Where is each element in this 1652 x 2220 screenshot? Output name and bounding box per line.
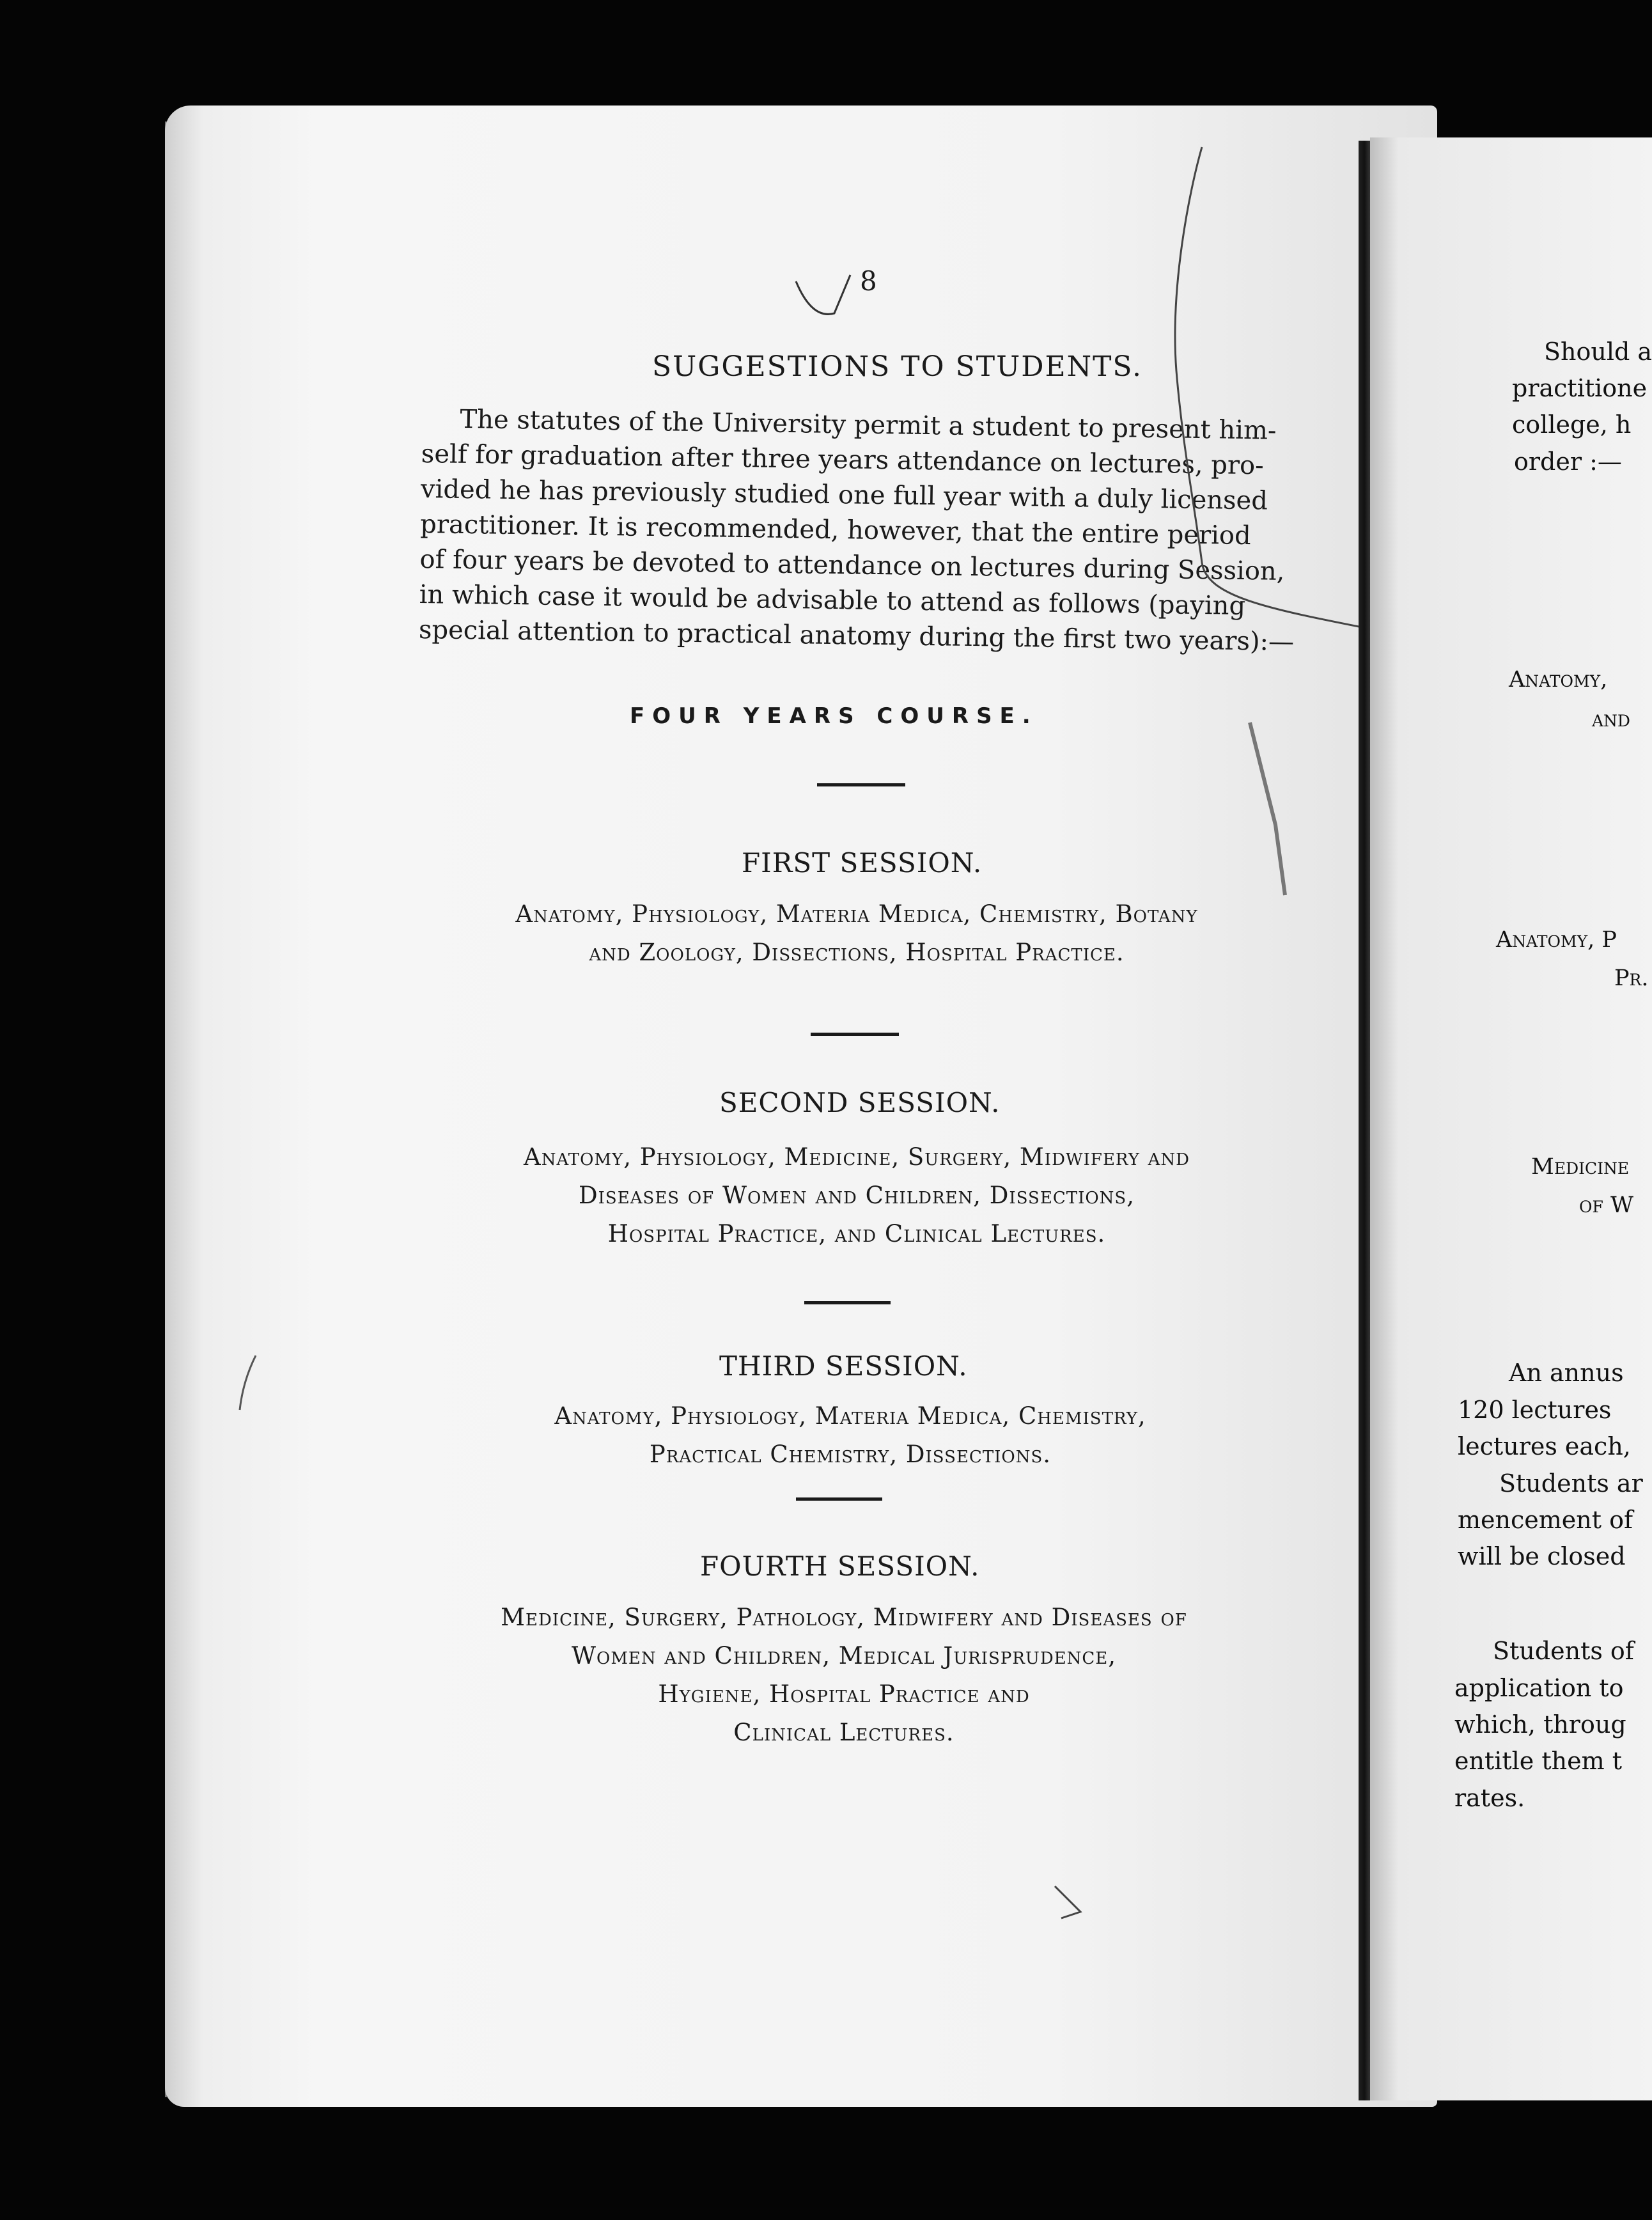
book-gutter — [1359, 141, 1370, 2100]
intro-line: self for graduation after three years attendance on lectures, pro- — [421, 439, 1265, 481]
session-line: Practical Chemistry, Dissections. — [649, 1441, 1052, 1468]
page-heading: SUGGESTIONS TO STUDENTS. — [652, 350, 1142, 383]
session-line: Anatomy, Physiology, Medicine, Surgery, Midwifery and — [523, 1143, 1190, 1171]
right-fragment: entitle them t — [1454, 1747, 1622, 1775]
intro-line: of four years be devoted to attendance on lectures during Session, — [419, 544, 1285, 586]
session-line: Medicine, Surgery, Pathology, Midwifery and Diseases of — [501, 1604, 1187, 1631]
right-fragment: Should a — [1544, 338, 1652, 366]
right-fragment: of W — [1579, 1192, 1633, 1218]
session-line: Hygiene, Hospital Practice and — [658, 1680, 1030, 1708]
right-fragment: rates. — [1454, 1784, 1525, 1812]
right-fragment: 120 lectures — [1458, 1396, 1612, 1424]
session-line: Women and Children, Medical Jurisprudence, — [571, 1642, 1117, 1669]
right-fragment: college, h — [1512, 410, 1632, 439]
session-line: Anatomy, Physiology, Materia Medica, Chemistry, Botany — [515, 900, 1198, 928]
right-fragment: which, throug — [1454, 1710, 1626, 1739]
right-fragment: application to — [1454, 1674, 1624, 1702]
page-number: 8 — [860, 265, 877, 297]
divider-rule — [817, 783, 905, 786]
session-title-second: SECOND SESSION. — [719, 1087, 1001, 1118]
session-line: Diseases of Women and Children, Dissections, — [579, 1182, 1135, 1209]
session-line: Clinical Lectures. — [733, 1719, 955, 1746]
right-fragment: practitione — [1512, 374, 1648, 402]
session-body-first — [409, 895, 1304, 972]
right-fragment: will be closed — [1458, 1542, 1626, 1570]
session-title-first: FIRST SESSION. — [742, 847, 983, 879]
intro-line: in which case it would be advisable to attend as follows (paying — [419, 579, 1246, 621]
right-fragment: Medicine — [1531, 1154, 1630, 1180]
right-fragment: An annus — [1509, 1359, 1624, 1387]
course-title: FOUR YEARS COURSE. — [630, 703, 1038, 729]
session-body-third — [403, 1397, 1298, 1474]
right-fragment: lectures each, — [1458, 1432, 1631, 1460]
divider-rule — [804, 1301, 891, 1304]
session-title-fourth: FOURTH SESSION. — [700, 1551, 980, 1582]
session-body-fourth — [396, 1599, 1291, 1752]
right-fragment: Pr. — [1614, 965, 1649, 991]
intro-line: The statutes of the University permit a student to present him- — [460, 404, 1277, 446]
session-body-second — [409, 1138, 1304, 1253]
session-line: Hospital Practice, and Clinical Lectures. — [607, 1220, 1106, 1247]
right-fragment: Anatomy, — [1509, 667, 1608, 692]
right-fragment: Students ar — [1499, 1469, 1643, 1497]
right-fragment: and — [1592, 707, 1630, 732]
right-fragment: order :— — [1514, 448, 1622, 476]
session-title-third: THIRD SESSION. — [719, 1350, 968, 1382]
session-line: Anatomy, Physiology, Materia Medica, Chemistry, — [554, 1402, 1146, 1430]
intro-line: vided he has previously studied one full year with a duly licensed — [420, 474, 1268, 516]
divider-rule — [811, 1033, 899, 1036]
intro-line: special attention to practical anatomy during the first two years):— — [418, 614, 1295, 657]
session-line: and Zoology, Dissections, Hospital Practice. — [589, 939, 1125, 966]
intro-line: practitioner. It is recommended, however, that the entire period — [419, 509, 1251, 551]
intro-paragraph — [419, 402, 1304, 660]
right-fragment: Students of — [1493, 1637, 1634, 1665]
divider-rule — [796, 1497, 882, 1501]
right-fragment: Anatomy, P — [1496, 927, 1617, 953]
right-fragment: mencement of — [1458, 1506, 1633, 1534]
